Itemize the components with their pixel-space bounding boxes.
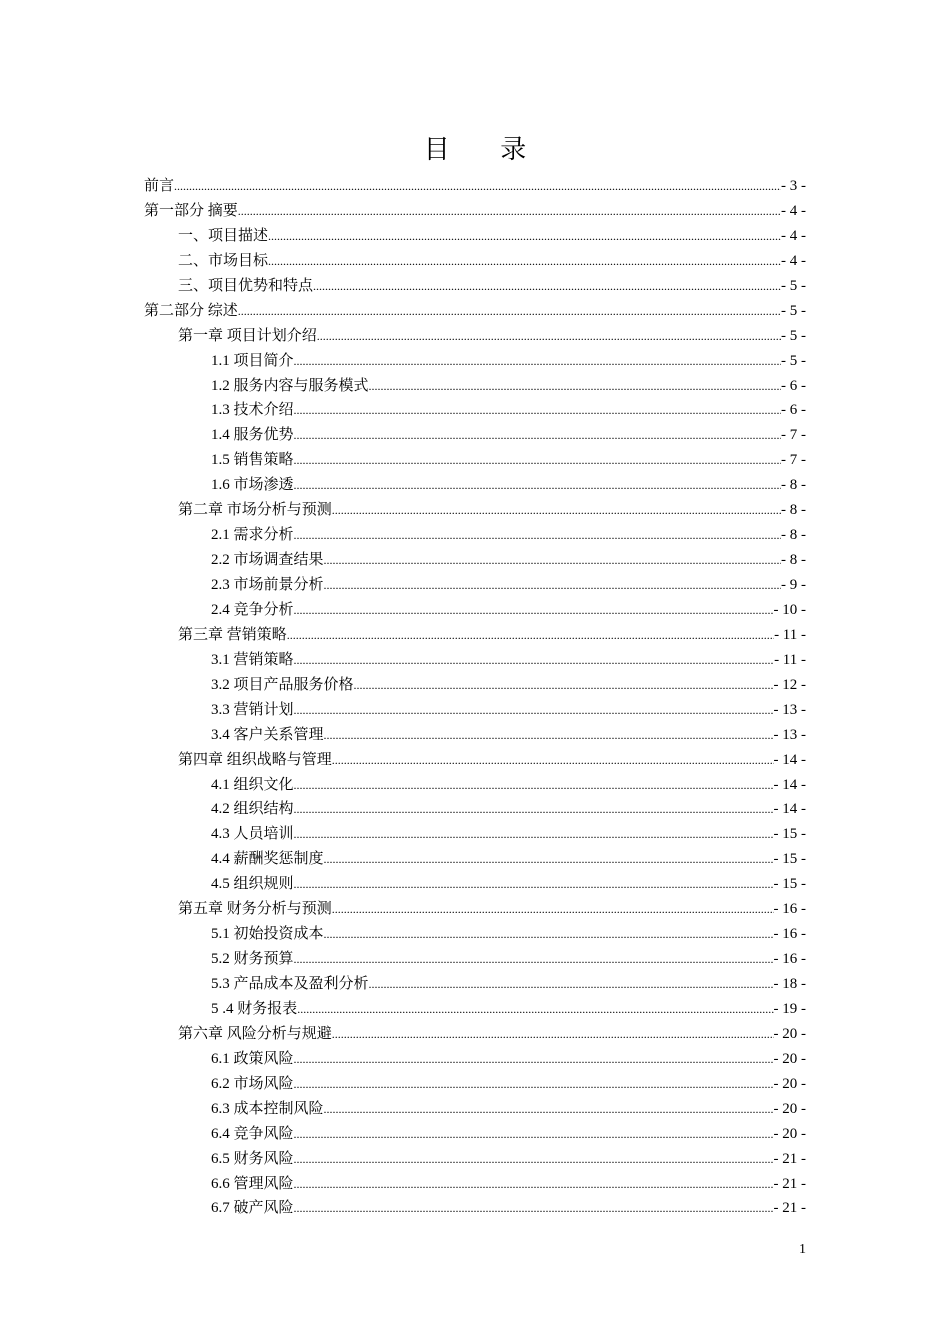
toc-entry[interactable] [144, 797, 806, 822]
toc-entry-page: - 14 - [773, 801, 806, 818]
toc-entry-page: - 8 - [781, 552, 806, 569]
toc-entry-page: - 19 - [773, 1000, 806, 1017]
toc-entry[interactable] [144, 972, 806, 997]
page-title: 目 录 [423, 135, 549, 164]
toc-entry-page: - 12 - [773, 676, 806, 693]
toc-entry-label: 前言 [144, 178, 175, 194]
toc-dot-leader [238, 299, 781, 324]
toc-entry-label: 三、项目优势和特点 [178, 277, 314, 294]
toc-dot-leader [294, 797, 774, 822]
toc-entry[interactable] [144, 698, 806, 723]
toc-entry-label: 5.3 产品成本及盈利分析 [211, 976, 369, 992]
toc-entry[interactable] [144, 249, 806, 274]
toc-entry[interactable] [144, 398, 806, 423]
toc-entry[interactable] [144, 922, 806, 947]
toc-entry-label: 第二部分 综述 [144, 302, 238, 319]
toc-dot-leader [324, 1097, 774, 1122]
toc-entry[interactable] [144, 1122, 806, 1147]
toc-entry-label: 6.7 破产风险 [211, 1200, 294, 1217]
toc-entry-label: 2.1 需求分析 [211, 527, 294, 544]
toc-dot-leader [297, 997, 773, 1022]
toc-entry[interactable] [144, 773, 806, 798]
toc-entry[interactable] [144, 573, 806, 598]
toc-dot-leader [313, 274, 781, 299]
toc-entry-label: 5.2 财务预算 [211, 951, 294, 968]
toc-entry-label: 1.3 技术介绍 [211, 402, 294, 419]
toc-entry-page: - 16 - [773, 926, 806, 943]
toc-entry-label: 第二章 市场分析与预测 [178, 502, 332, 519]
toc-entry[interactable] [144, 1022, 806, 1047]
toc-dot-leader [294, 1072, 774, 1097]
table-of-contents [144, 174, 806, 1221]
toc-dot-leader [294, 1047, 774, 1072]
toc-entry-label: 5.1 初始投资成本 [211, 926, 324, 943]
toc-dot-leader [354, 673, 774, 698]
toc-entry-page: - 20 - [773, 1050, 806, 1067]
toc-entry-label: 3.4 客户关系管理 [211, 726, 324, 743]
toc-dot-leader [294, 947, 774, 972]
toc-entry-page: - 7 - [781, 452, 806, 469]
toc-dot-leader [294, 648, 775, 673]
toc-dot-leader [324, 723, 774, 748]
toc-entry-label: 2.4 竞争分析 [211, 601, 294, 618]
toc-entry-label: 4.2 组织结构 [211, 801, 294, 818]
toc-entry-page: - 5 - [781, 352, 806, 369]
toc-dot-leader [317, 324, 781, 349]
toc-entry-label: 1.4 服务优势 [211, 427, 294, 444]
toc-entry[interactable] [144, 199, 806, 224]
toc-dot-leader [294, 473, 781, 498]
toc-entry[interactable] [144, 822, 806, 847]
toc-entry[interactable] [144, 1147, 806, 1172]
toc-dot-leader [238, 199, 781, 224]
toc-entry-page: - 5 - [781, 277, 806, 294]
toc-entry-label: 2.3 市场前景分析 [211, 577, 324, 593]
toc-entry-label: 4.3 人员培训 [211, 826, 294, 843]
toc-entry[interactable] [144, 498, 806, 523]
toc-entry-label: 1.2 服务内容与服务模式 [211, 377, 369, 394]
toc-entry-page: - 21 - [773, 1175, 806, 1192]
toc-entry-page: - 14 - [773, 776, 806, 793]
toc-dot-leader [294, 822, 774, 847]
toc-entry-page: - 8 - [781, 527, 806, 544]
toc-entry-label: 第一部分 摘要 [144, 202, 238, 219]
toc-entry-label: 6.4 竞争风险 [211, 1125, 294, 1142]
toc-entry[interactable] [144, 1097, 806, 1122]
toc-entry-label: 6.1 政策风险 [211, 1050, 294, 1067]
toc-entry-label: 2.2 市场调查结果 [211, 552, 324, 569]
toc-dot-leader [332, 1022, 774, 1047]
toc-entry-page: - 5 - [781, 302, 806, 319]
toc-entry[interactable] [144, 847, 806, 872]
toc-entry-label: 1.6 市场渗透 [211, 477, 294, 494]
toc-entry-page: - 20 - [773, 1025, 806, 1042]
toc-dot-leader [268, 224, 781, 249]
toc-entry-label: 1.1 项目简介 [211, 352, 294, 369]
toc-dot-leader [294, 598, 774, 623]
toc-dot-leader [294, 698, 774, 723]
toc-dot-leader [294, 523, 781, 548]
toc-entry-label: 第六章 风险分析与规避 [178, 1025, 332, 1042]
toc-entry-page: - 4 - [781, 252, 806, 269]
toc-dot-leader [287, 623, 774, 648]
toc-entry-page: - 15 - [773, 851, 806, 868]
toc-entry-label: 第三章 营销策略 [178, 626, 287, 643]
toc-entry-label: 3.2 项目产品服务价格 [211, 676, 354, 693]
toc-dot-leader [294, 398, 781, 423]
toc-entry-page: - 13 - [773, 726, 806, 743]
toc-entry-label: 6.5 财务风险 [211, 1150, 294, 1167]
toc-entry[interactable] [144, 723, 806, 748]
toc-entry-label: 一、项目描述 [178, 227, 269, 244]
toc-dot-leader [369, 972, 774, 997]
toc-entry-page: - 4 - [781, 227, 806, 244]
toc-entry[interactable] [144, 1172, 806, 1197]
toc-entry[interactable] [144, 349, 806, 374]
toc-entry[interactable] [144, 423, 806, 448]
toc-entry[interactable] [144, 224, 806, 249]
toc-dot-leader [324, 922, 774, 947]
toc-entry-label: 1.5 销售策略 [211, 452, 294, 469]
toc-entry-page: - 5 - [781, 327, 806, 344]
toc-entry-page: - 14 - [773, 751, 806, 768]
toc-dot-leader [324, 847, 774, 872]
toc-entry[interactable] [144, 648, 806, 673]
toc-entry-page: - 16 - [773, 951, 806, 968]
toc-dot-leader [294, 773, 774, 798]
toc-entry[interactable] [144, 174, 806, 199]
toc-entry-page: - 11 - [774, 651, 806, 668]
toc-dot-leader [294, 423, 781, 448]
toc-entry-page: - 3 - [781, 178, 806, 194]
toc-entry[interactable] [144, 598, 806, 623]
toc-entry-page: - 16 - [773, 901, 806, 918]
toc-entry[interactable] [144, 274, 806, 299]
toc-dot-leader [294, 1196, 774, 1221]
toc-entry-page: - 20 - [773, 1100, 806, 1117]
page-number: 1 [799, 1242, 806, 1257]
toc-entry[interactable] [144, 299, 806, 324]
toc-entry-page: - 6 - [781, 377, 806, 394]
toc-entry-page: - 18 - [773, 976, 806, 992]
toc-dot-leader [332, 748, 774, 773]
toc-dot-leader [294, 1122, 774, 1147]
toc-entry-page: - 20 - [773, 1075, 806, 1092]
toc-entry[interactable] [144, 947, 806, 972]
toc-entry[interactable] [144, 872, 806, 897]
toc-entry-label: 4.5 组织规则 [211, 876, 294, 893]
toc-dot-leader [268, 249, 781, 274]
toc-entry-label: 6.2 市场风险 [211, 1075, 294, 1092]
toc-dot-leader [324, 548, 781, 573]
toc-entry-label: 4.4 薪酬奖惩制度 [211, 851, 324, 868]
toc-entry-label: 3.3 营销计划 [211, 701, 294, 718]
toc-entry[interactable] [144, 997, 806, 1022]
toc-dot-leader [294, 1147, 774, 1172]
toc-entry-label: 6.6 管理风险 [211, 1175, 294, 1192]
toc-entry-page: - 10 - [773, 601, 806, 618]
toc-entry-page: - 21 - [773, 1200, 806, 1217]
toc-entry-page: - 6 - [781, 402, 806, 419]
toc-entry[interactable] [144, 548, 806, 573]
toc-entry[interactable] [144, 374, 806, 399]
toc-entry-page: - 15 - [773, 826, 806, 843]
toc-entry[interactable] [144, 324, 806, 349]
toc-entry-page: - 4 - [781, 202, 806, 219]
toc-entry[interactable] [144, 448, 806, 473]
toc-dot-leader [324, 573, 781, 598]
toc-entry[interactable] [144, 1047, 806, 1072]
toc-entry-page: - 8 - [781, 502, 806, 519]
toc-entry-label: 4.1 组织文化 [211, 776, 294, 793]
toc-entry[interactable] [144, 623, 806, 648]
toc-entry-label: 第五章 财务分析与预测 [178, 901, 332, 918]
toc-entry[interactable] [144, 897, 806, 922]
toc-entry-label: 二、市场目标 [178, 252, 269, 269]
toc-entry-page: - 9 - [781, 577, 806, 593]
toc-entry[interactable] [144, 673, 806, 698]
toc-dot-leader [332, 897, 774, 922]
toc-dot-leader [294, 448, 781, 473]
toc-dot-leader [294, 1172, 774, 1197]
toc-dot-leader [369, 374, 781, 399]
toc-dot-leader [174, 174, 781, 199]
toc-entry-page: - 21 - [773, 1150, 806, 1167]
toc-entry-page: - 7 - [781, 427, 806, 444]
toc-entry-label: 5 .4 财务报表 [211, 1000, 298, 1017]
toc-dot-leader [294, 349, 781, 374]
toc-entry[interactable] [144, 1072, 806, 1097]
toc-entry-page: - 20 - [773, 1125, 806, 1142]
toc-entry-page: - 11 - [774, 626, 806, 643]
toc-dot-leader [294, 872, 774, 897]
toc-entry[interactable] [144, 1196, 806, 1221]
toc-entry-label: 3.1 营销策略 [211, 651, 294, 668]
toc-entry-label: 第四章 组织战略与管理 [178, 751, 332, 768]
toc-entry-page: - 13 - [773, 701, 806, 718]
toc-entry[interactable] [144, 523, 806, 548]
toc-entry-page: - 15 - [773, 876, 806, 893]
toc-entry[interactable] [144, 473, 806, 498]
toc-entry-label: 第一章 项目计划介绍 [178, 327, 317, 344]
toc-dot-leader [332, 498, 781, 523]
toc-entry-label: 6.3 成本控制风险 [211, 1100, 324, 1117]
toc-entry-page: - 8 - [781, 477, 806, 494]
toc-entry[interactable] [144, 748, 806, 773]
